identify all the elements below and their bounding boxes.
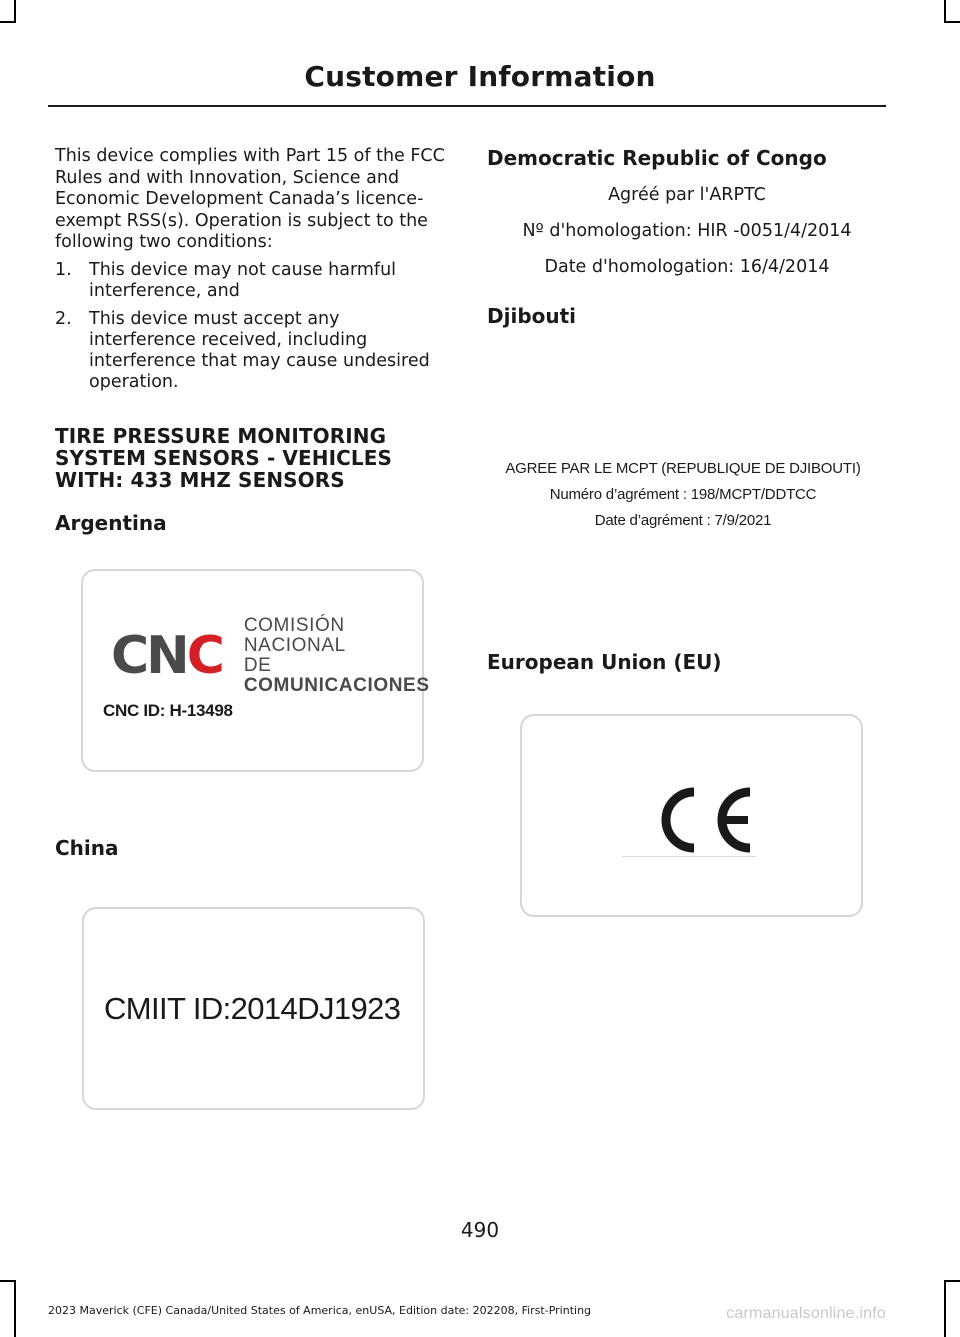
cnc-logo-line2: DE COMUNICACIONES <box>243 655 430 696</box>
crop-mark-br-v <box>944 1280 946 1337</box>
cnc-logo-text <box>244 616 430 696</box>
crop-mark-bl-h <box>0 1280 16 1282</box>
cnc-logo <box>111 615 430 696</box>
ce-underline <box>622 856 756 857</box>
congo-line: Date d'homologation: 16/4/2014 <box>544 257 830 277</box>
congo-heading: Democratic Republic of Congo <box>487 146 827 170</box>
list-item-text: This device may not cause harmful interference, and <box>89 259 397 301</box>
djibouti-approval <box>493 456 873 534</box>
crop-mark-tr-v <box>944 0 946 22</box>
cnc-logo-letters: CN C <box>111 626 222 686</box>
crop-mark-tl-v <box>14 0 16 22</box>
cmiit-id: CMIIT ID:2014DJ1923 <box>104 991 401 1026</box>
watermark: carmanualsonline.info <box>726 1305 886 1322</box>
argentina-heading: Argentina <box>55 510 167 535</box>
conditions-list <box>55 260 450 393</box>
crop-mark-tl-h <box>0 21 16 23</box>
argentina-label <box>81 569 430 772</box>
djibouti-line: Date d’agrément : 7/9/2021 <box>594 512 772 529</box>
tpms-heading: TIRE PRESSURE MONITORING SYSTEM SENSORS - VEHICLES WITH: 433 MHZ SENSORS <box>55 423 393 492</box>
crop-mark-bl-v <box>14 1280 16 1337</box>
djibouti-line: Numéro d’agrément : 198/MCPT/DDTCC <box>549 486 817 503</box>
china-label <box>82 907 425 1110</box>
header-rule <box>48 105 886 107</box>
china-heading: China <box>55 836 119 860</box>
djibouti-heading: Djibouti <box>487 304 577 328</box>
page-number: 490 <box>460 1218 500 1242</box>
list-item-text: This device must accept any interference received, including interference that may cause undesired operation. <box>89 308 430 392</box>
intro-paragraph: This device complies with Part 15 of the FCC Rules and with Innovation, Science and Economic Development Canada’s licence-exempt RSS(s). Operation is subject to the following two conditions: <box>55 146 445 252</box>
crop-mark-tr-h <box>944 21 960 23</box>
cnc-id: CNC ID: H-13498 <box>103 701 233 720</box>
ce-mark-icon <box>652 782 762 858</box>
congo-line: Agréé par l'ARPTC <box>608 185 766 205</box>
edition-footer: 2023 Maverick (CFE) Canada/United States of America, enUSA, Edition date: 202208, First-Printing <box>48 1304 592 1317</box>
right-column <box>487 146 887 328</box>
eu-label <box>520 714 863 917</box>
cnc-logo-line1: COMISIÓN NACIONAL <box>243 615 346 656</box>
eu-heading: European Union (EU) <box>487 650 722 674</box>
congo-line: Nº d'homologation: HIR -0051/4/2014 <box>522 221 852 241</box>
list-item-number: 2. <box>55 308 72 329</box>
list-item <box>55 309 450 393</box>
djibouti-line: AGREE PAR LE MCPT (REPUBLIQUE DE DJIBOUTI) <box>505 460 861 477</box>
list-item-number: 1. <box>55 259 72 280</box>
crop-mark-br-h <box>944 1280 960 1282</box>
congo-lines <box>487 184 887 278</box>
list-item <box>55 260 450 302</box>
left-column <box>55 146 450 535</box>
page-title: Customer Information <box>304 60 656 93</box>
